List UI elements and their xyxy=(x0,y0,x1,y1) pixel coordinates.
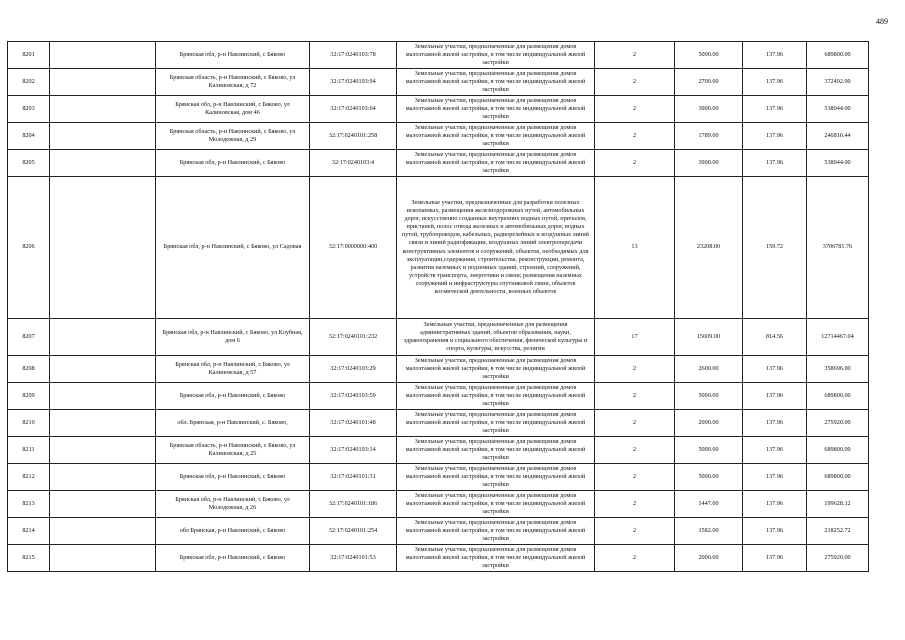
unit-value-cell: 137.96 xyxy=(743,356,807,383)
table-body xyxy=(8,42,869,572)
table-row xyxy=(8,545,869,572)
area-cell: 1582.00 xyxy=(675,518,743,545)
group-cell: 2 xyxy=(595,491,675,518)
address-cell: Брянская обл, р-н Навлинский, с Бяково, ул Калиновская, д 57 xyxy=(156,356,310,383)
land-use-cell: Земельные участки, предназначенные для размещения домов малоэтажной жилой застройки, в том числе индивидуальной жилой застройки xyxy=(397,410,595,437)
cadastral-value-cell: 275920.00 xyxy=(807,545,869,572)
cadastral-value-cell: 275920.00 xyxy=(807,410,869,437)
cadastral-value-cell: 689800.00 xyxy=(807,42,869,69)
table-row xyxy=(8,356,869,383)
table-row xyxy=(8,383,869,410)
spacer-cell xyxy=(50,464,156,491)
land-use-cell: Земельные участки, предназначенные для размещения домов малоэтажной жилой застройки, в том числе индивидуальной жилой застройки xyxy=(397,150,595,177)
spacer-cell xyxy=(50,491,156,518)
cadastral-number-cell: 32:17:0240103:59 xyxy=(310,383,397,410)
address-cell: Брянская область, р-н Навлинский, с Бяково, ул Калиновская, д 72 xyxy=(156,69,310,96)
cadastral-value-cell: 538044.00 xyxy=(807,150,869,177)
group-cell: 2 xyxy=(595,42,675,69)
area-cell: 5000.00 xyxy=(675,464,743,491)
unit-value-cell: 137.96 xyxy=(743,96,807,123)
table-row xyxy=(8,123,869,150)
unit-value-cell: 137.96 xyxy=(743,69,807,96)
unit-value-cell: 137.96 xyxy=(743,491,807,518)
spacer-cell xyxy=(50,177,156,319)
group-cell: 2 xyxy=(595,464,675,491)
table-row xyxy=(8,177,869,319)
table-row xyxy=(8,518,869,545)
address-cell: Брянская обл, р-н Навлинский, с Бяково, ул Калиновская, дом 46 xyxy=(156,96,310,123)
spacer-cell xyxy=(50,356,156,383)
cadastral-value-cell: 246810.44 xyxy=(807,123,869,150)
area-cell: 3900.00 xyxy=(675,96,743,123)
area-cell: 15609.00 xyxy=(675,319,743,356)
land-use-cell: Земельные участки, предназначенные для размещения домов малоэтажной жилой застройки, в том числе индивидуальной жилой застройки xyxy=(397,69,595,96)
cadastral-number-cell: 32:17:0240101:254 xyxy=(310,518,397,545)
area-cell: 5000.00 xyxy=(675,437,743,464)
row-number-cell: 8202 xyxy=(8,69,50,96)
cadastral-number-cell: 32:17:0240103:94 xyxy=(310,69,397,96)
group-cell: 2 xyxy=(595,410,675,437)
cadastral-value-table xyxy=(7,41,869,572)
cadastral-number-cell: 32:17:0240101:48 xyxy=(310,410,397,437)
address-cell: Брянская обл, р-н Навлинский, с Бяково, ул Клубная, дом 6 xyxy=(156,319,310,356)
cadastral-number-cell: 32:17:0240103:64 xyxy=(310,96,397,123)
unit-value-cell: 137.96 xyxy=(743,42,807,69)
land-use-cell: Земельные участки, предназначенные для размещения домов малоэтажной жилой застройки, в том числе индивидуальной жилой застройки xyxy=(397,545,595,572)
group-cell: 17 xyxy=(595,319,675,356)
cadastral-value-cell: 689800.00 xyxy=(807,383,869,410)
address-cell: обл Брянская, р-н Навлинский, с Бяково xyxy=(156,518,310,545)
cadastral-number-cell: 32:17:0240103:78 xyxy=(310,42,397,69)
cadastral-value-cell: 372492.00 xyxy=(807,69,869,96)
row-number-cell: 8209 xyxy=(8,383,50,410)
address-cell: Брянская обл, р-н Навлинский, с Бяково xyxy=(156,545,310,572)
spacer-cell xyxy=(50,410,156,437)
spacer-cell xyxy=(50,69,156,96)
cadastral-value-cell: 199628.12 xyxy=(807,491,869,518)
cadastral-number-cell: 32:17:0240103:4 xyxy=(310,150,397,177)
cadastral-number-cell: 32:17:0240103:29 xyxy=(310,356,397,383)
area-cell: 5000.00 xyxy=(675,42,743,69)
address-cell: Брянская обл, р-н Навлинский, с Бяково xyxy=(156,383,310,410)
unit-value-cell: 137.96 xyxy=(743,123,807,150)
cadastral-value-cell: 12714467.04 xyxy=(807,319,869,356)
cadastral-number-cell: 32:17:0240101:258 xyxy=(310,123,397,150)
cadastral-value-cell: 689800.00 xyxy=(807,437,869,464)
row-number-cell: 8213 xyxy=(8,491,50,518)
row-number-cell: 8204 xyxy=(8,123,50,150)
address-cell: Брянская область, р-н Навлинский, с Бяково, ул Молодежная, д 29 xyxy=(156,123,310,150)
row-number-cell: 8205 xyxy=(8,150,50,177)
cadastral-value-cell: 3706781.76 xyxy=(807,177,869,319)
land-use-cell: Земельные участки, предназначенные для разработки полезных ископаемых, размещения железнодорожных путей, автомобильных дорог, искусственно созданных внутренних водных путей, причалов, пристаней, полос отвода железных и автомобильных дорог, водных путей, трубопроводов, кабельных, радиорелейных и воздушных линий связи и линий радиофикации, воздушных линий электропередачи конструктивных элементов и сооружений, объектов, необходимых для эксплуатации,содержания, строительства, реконструкции, ремонта, развития наземных и подземных зданий, строений, сооружений, устройств транспорта, энергетики и связи; размещения наземных сооружений и инфраструктуры спутниковой связи, объектов космической деятельности, военных объектов xyxy=(397,177,595,319)
page-number: 489 xyxy=(876,17,888,26)
table-row xyxy=(8,410,869,437)
row-number-cell: 8201 xyxy=(8,42,50,69)
area-cell: 2000.00 xyxy=(675,410,743,437)
group-cell: 2 xyxy=(595,123,675,150)
table-row xyxy=(8,96,869,123)
row-number-cell: 8215 xyxy=(8,545,50,572)
spacer-cell xyxy=(50,319,156,356)
row-number-cell: 8203 xyxy=(8,96,50,123)
address-cell: Брянская обл, р-н Навлинский, с Бяково, ул Садовая xyxy=(156,177,310,319)
land-use-cell: Земельные участки, предназначенные для размещения домов малоэтажной жилой застройки, в том числе индивидуальной жилой застройки xyxy=(397,356,595,383)
group-cell: 2 xyxy=(595,69,675,96)
area-cell: 1789.00 xyxy=(675,123,743,150)
group-cell: 13 xyxy=(595,177,675,319)
spacer-cell xyxy=(50,42,156,69)
land-use-cell: Земельные участки, предназначенные для размещения домов малоэтажной жилой застройки, в том числе индивидуальной жилой застройки xyxy=(397,42,595,69)
table-row xyxy=(8,464,869,491)
spacer-cell xyxy=(50,437,156,464)
group-cell: 2 xyxy=(595,356,675,383)
cadastral-number-cell: 32:17:0240101:53 xyxy=(310,545,397,572)
land-use-cell: Земельные участки, предназначенные для размещения домов малоэтажной жилой застройки, в том числе индивидуальной жилой застройки xyxy=(397,96,595,123)
area-cell: 2000.00 xyxy=(675,545,743,572)
area-cell: 3900.00 xyxy=(675,150,743,177)
land-use-cell: Земельные участки, предназначенные для размещения домов малоэтажной жилой застройки, в том числе индивидуальной жилой застройки xyxy=(397,437,595,464)
row-number-cell: 8207 xyxy=(8,319,50,356)
unit-value-cell: 137.96 xyxy=(743,518,807,545)
table-row xyxy=(8,42,869,69)
cadastral-number-cell: 32:17:0240101:31 xyxy=(310,464,397,491)
row-number-cell: 8212 xyxy=(8,464,50,491)
cadastral-value-cell: 538044.00 xyxy=(807,96,869,123)
group-cell: 2 xyxy=(595,383,675,410)
spacer-cell xyxy=(50,545,156,572)
group-cell: 2 xyxy=(595,96,675,123)
group-cell: 2 xyxy=(595,518,675,545)
unit-value-cell: 137.96 xyxy=(743,464,807,491)
address-cell: Брянская обл, р-н Навлинский, с Бяково xyxy=(156,150,310,177)
cadastral-number-cell: 32:17:0240103:14 xyxy=(310,437,397,464)
cadastral-value-cell: 218252.72 xyxy=(807,518,869,545)
cadastral-number-cell: 32:17:0240101:232 xyxy=(310,319,397,356)
address-cell: обл. Брянская, р-н Навлинский, с. Бяково, xyxy=(156,410,310,437)
cadastral-number-cell: 32:17:0240101:186 xyxy=(310,491,397,518)
area-cell: 23208.00 xyxy=(675,177,743,319)
table-row xyxy=(8,69,869,96)
address-cell: Брянская область, р-н Навлинский, с Бяково, ул Калиновская, д 25 xyxy=(156,437,310,464)
unit-value-cell: 159.72 xyxy=(743,177,807,319)
land-use-cell: Земельные участки, предназначенные для размещения домов малоэтажной жилой застройки, в том числе индивидуальной жилой застройки xyxy=(397,383,595,410)
land-use-cell: Земельные участки, предназначенные для размещения административных зданий, объектов образования, науки, здравоохранения и социального обеспечения, физической культуры и спорта, культуры, искусства, религии xyxy=(397,319,595,356)
row-number-cell: 8208 xyxy=(8,356,50,383)
table-row xyxy=(8,437,869,464)
table-row xyxy=(8,491,869,518)
area-cell: 2600.00 xyxy=(675,356,743,383)
unit-value-cell: 137.96 xyxy=(743,437,807,464)
table-row xyxy=(8,319,869,356)
spacer-cell xyxy=(50,150,156,177)
area-cell: 2700.00 xyxy=(675,69,743,96)
land-use-cell: Земельные участки, предназначенные для размещения домов малоэтажной жилой застройки, в том числе индивидуальной жилой застройки xyxy=(397,518,595,545)
unit-value-cell: 137.96 xyxy=(743,150,807,177)
unit-value-cell: 137.96 xyxy=(743,545,807,572)
group-cell: 2 xyxy=(595,437,675,464)
unit-value-cell: 137.96 xyxy=(743,410,807,437)
group-cell: 2 xyxy=(595,150,675,177)
address-cell: Брянская обл, р-н Навлинский, с Бяково xyxy=(156,42,310,69)
row-number-cell: 8206 xyxy=(8,177,50,319)
group-cell: 2 xyxy=(595,545,675,572)
land-use-cell: Земельные участки, предназначенные для размещения домов малоэтажной жилой застройки, в том числе индивидуальной жилой застройки xyxy=(397,123,595,150)
unit-value-cell: 814.56 xyxy=(743,319,807,356)
area-cell: 1447.00 xyxy=(675,491,743,518)
cadastral-number-cell: 32:17:0000000:400 xyxy=(310,177,397,319)
cadastral-value-cell: 689800.00 xyxy=(807,464,869,491)
land-use-cell: Земельные участки, предназначенные для размещения домов малоэтажной жилой застройки, в том числе индивидуальной жилой застройки xyxy=(397,491,595,518)
area-cell: 5000.00 xyxy=(675,383,743,410)
spacer-cell xyxy=(50,123,156,150)
address-cell: Брянская обл, р-н Навлинский, с Бяково xyxy=(156,464,310,491)
row-number-cell: 8211 xyxy=(8,437,50,464)
cadastral-value-cell: 358696.00 xyxy=(807,356,869,383)
spacer-cell xyxy=(50,518,156,545)
row-number-cell: 8210 xyxy=(8,410,50,437)
address-cell: Брянская обл, р-н Навлинский, с Бяково, ул Молодежная, д 26 xyxy=(156,491,310,518)
spacer-cell xyxy=(50,383,156,410)
row-number-cell: 8214 xyxy=(8,518,50,545)
spacer-cell xyxy=(50,96,156,123)
unit-value-cell: 137.96 xyxy=(743,383,807,410)
table-row xyxy=(8,150,869,177)
land-use-cell: Земельные участки, предназначенные для размещения домов малоэтажной жилой застройки, в том числе индивидуальной жилой застройки xyxy=(397,464,595,491)
